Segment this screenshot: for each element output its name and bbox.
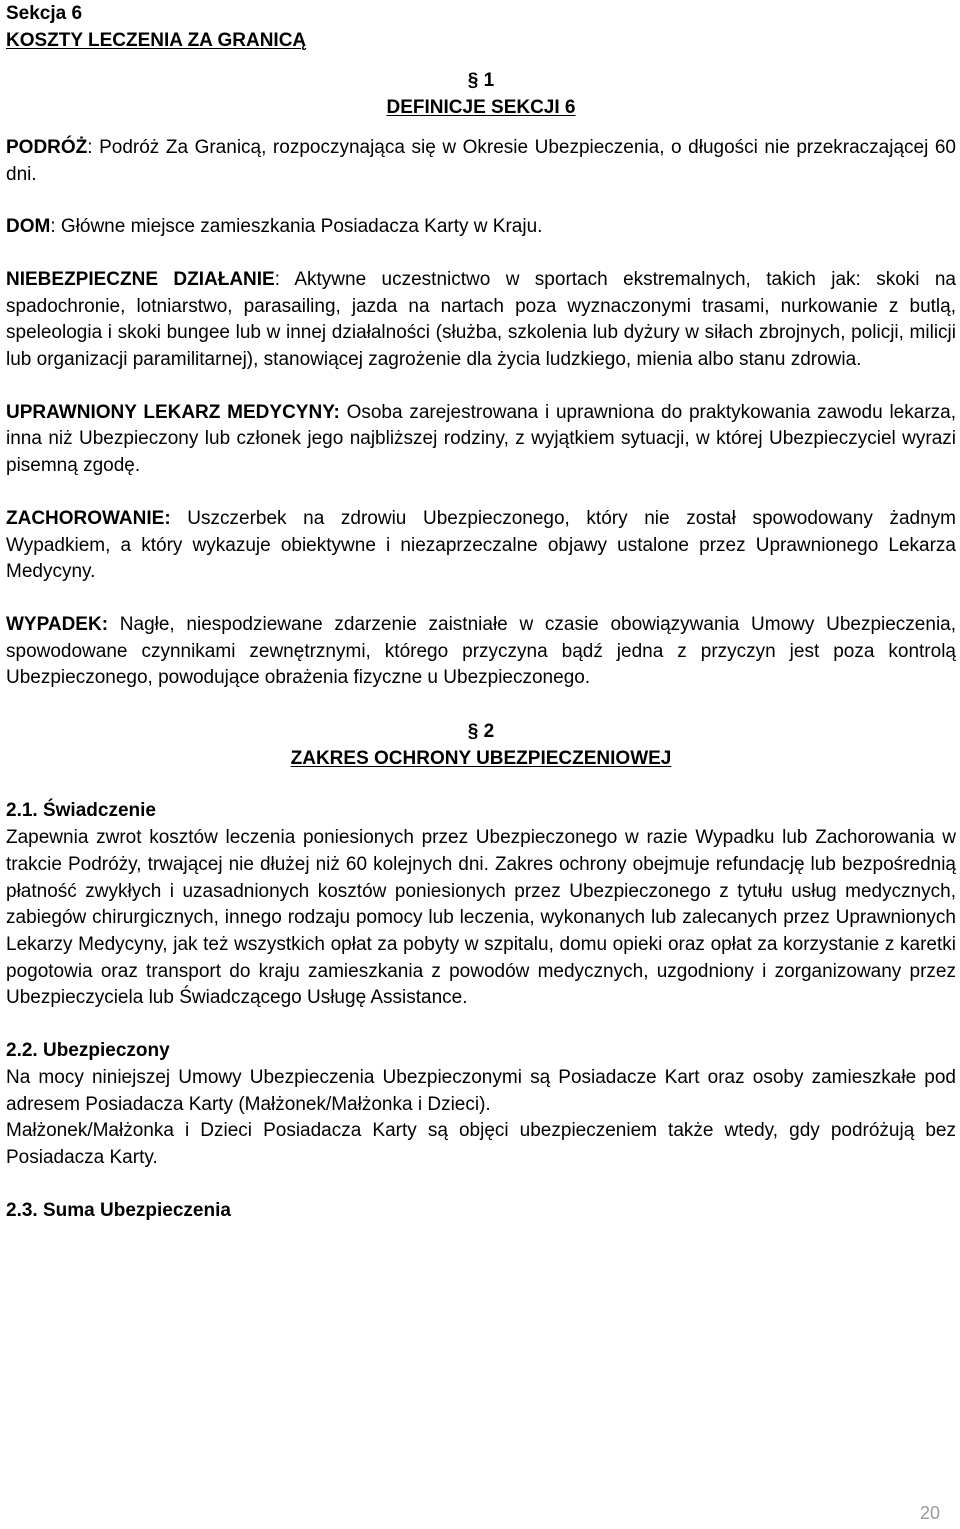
section-header [6, 1, 956, 54]
definition-dom: DOM: Główne miejsce zamieszkania Posiadacza Karty w Kraju. [6, 216, 543, 238]
article-2-title: ZAKRES OCHRONY UBEZPIECZENIOWEJ [290, 747, 672, 769]
subsection-2-1-title: 2.1. Świadczenie [6, 800, 156, 822]
document-page [6, 0, 956, 1224]
definition-text: Osoba zarejestrowana i uprawniona do praktykowania zawodu lekarza, inna niż Ubezpieczony lub członek jego najbliższej rodziny, z wyjątkiem sytuacji, w której Ubezpieczyciel wyrazi pisemną zgodę. [6, 401, 956, 477]
subsection-2-2-text-2: Małżonek/Małżonka i Dzieci Posiadacza Karty są objęci ubezpieczeniem także wtedy, gdy podróżują bez Posiadacza Karty. [6, 1120, 956, 1168]
definition-text: Nagłe, niespodziewane zdarzenie zaistniałe w czasie obowiązywania Umowy Ubezpieczenia, spowodowane czynnikami zewnętrznymi, którego przyczyna bądź jedna z przyczyn jest poza kontrolą Ubezpieczonego, powodujące obrażenia fizyczne u Ubezpieczonego. [6, 613, 957, 689]
definition-term: DOM [6, 216, 51, 238]
subsection-2-3-title: 2.3. Suma Ubezpieczenia [6, 1199, 231, 1221]
subsection-2-2-title: 2.2. Ubezpieczony [6, 1040, 170, 1062]
section-title: KOSZTY LECZENIA ZA GRANICĄ [6, 29, 307, 51]
definition-zachorowanie [6, 506, 956, 586]
definition-podroz: PODRÓŻ: Podróż Za Granicą, rozpoczynająca się w Okresie Ubezpieczenia, o długości nie przekraczającej 60 dni. [6, 136, 956, 185]
article-2-number: § 2 [467, 721, 495, 743]
definition-text: Podróż Za Granicą, rozpoczynająca się w Okresie Ubezpieczenia, o długości nie przekraczającej 60 dni. [6, 136, 956, 185]
definition-text: Aktywne uczestnictwo w sportach ekstremalnych, takich jak: skoki na spadochronie, lotniarstwo, parasailing, jazda na nartach poza wyznaczonymi trasami, nurkowanie z butlą, speleologia i skoki bungee lub w innej działalności (służba, szkolenia lub dyżury w siłach zbrojnych, policji, milicji lub organizacji paramilitarnej), stanowiącej zagrożenie dla życia ludzkiego, mienia albo stanu zdrowia. [6, 268, 956, 371]
article-1-number: § 1 [467, 70, 495, 92]
definition-niebezpieczne-dzialanie: NIEBEZPIECZNE DZIAŁANIE: Aktywne uczestnictwo w sportach ekstremalnych, takich jak: skoki na spadochronie, lotniarstwo, parasailing, jazda na nartach poza wyznaczonymi trasami, nurkowanie z butlą, speleologia i skoki bungee lub w innej działalności (służba, szkolenia lub dyżury w siłach zbrojnych, policji, milicji lub organizacji paramilitarnej), stanowiącej zagrożenie dla życia ludzkiego, mienia albo stanu zdrowia. [6, 268, 956, 371]
definition-text: Uszczerbek na zdrowiu Ubezpieczonego, który nie został spowodowany żadnym Wypadkiem, a który wykazuje obiektywne i niezaprzeczalne objawy ustalone przez Uprawnionego Lekarza Medycyny. [6, 507, 956, 583]
definition-term: ZACHOROWANIE: [6, 507, 171, 529]
definition-term: PODRÓŻ [6, 136, 88, 158]
article-2-heading [6, 719, 956, 772]
article-1-title: DEFINICJE SEKCJI 6 [386, 97, 576, 119]
definition-wypadek [6, 612, 956, 692]
section-label: Sekcja 6 [6, 3, 83, 24]
definition-uprawniony-lekarz [6, 400, 956, 480]
definition-text: Główne miejsce zamieszkania Posiadacza Karty w Kraju. [60, 216, 543, 238]
article-1-heading [6, 68, 956, 121]
definition-term: NIEBEZPIECZNE DZIAŁANIE [6, 268, 275, 290]
subsection-2-2-text-1: Na mocy niniejszej Umowy Ubezpieczenia Ubezpieczonymi są Posiadacze Kart oraz osoby zamieszkałe pod adresem Posiadacza Karty (Małżonek/Małżonka i Dzieci). [6, 1066, 956, 1115]
definition-term: UPRAWNIONY LEKARZ MEDYCYNY: [6, 401, 340, 423]
page-number: 20 [919, 1503, 940, 1523]
subsection-2-1-text: Zapewnia zwrot kosztów leczenia poniesionych przez Ubezpieczonego w razie Wypadku lub Zachorowania w trakcie Podróży, trwającej nie dłużej niż 60 kolejnych dni. Zakres ochrony obejmuje refundację lub bezpośrednią płatność zwykłych i uzasadnionych kosztów poniesionych przez Ubezpieczonego z tytułu usług medycznych, zabiegów chirurgicznych, innego rodzaju pomocy lub leczenia, wykonanych lub zalecanych przez Uprawnionych Lekarzy Medycyny, jak też wszystkich opłat za pobyty w szpitalu, domu opieki oraz opłat za korzystanie z karetki pogotowia oraz transport do kraju zamieszkania z powodów medycznych, uzgodniony i zorganizowany przez Ubezpieczyciela lub Świadczącego Usługę Assistance. [6, 827, 956, 1009]
definition-term: WYPADEK: [6, 613, 109, 635]
